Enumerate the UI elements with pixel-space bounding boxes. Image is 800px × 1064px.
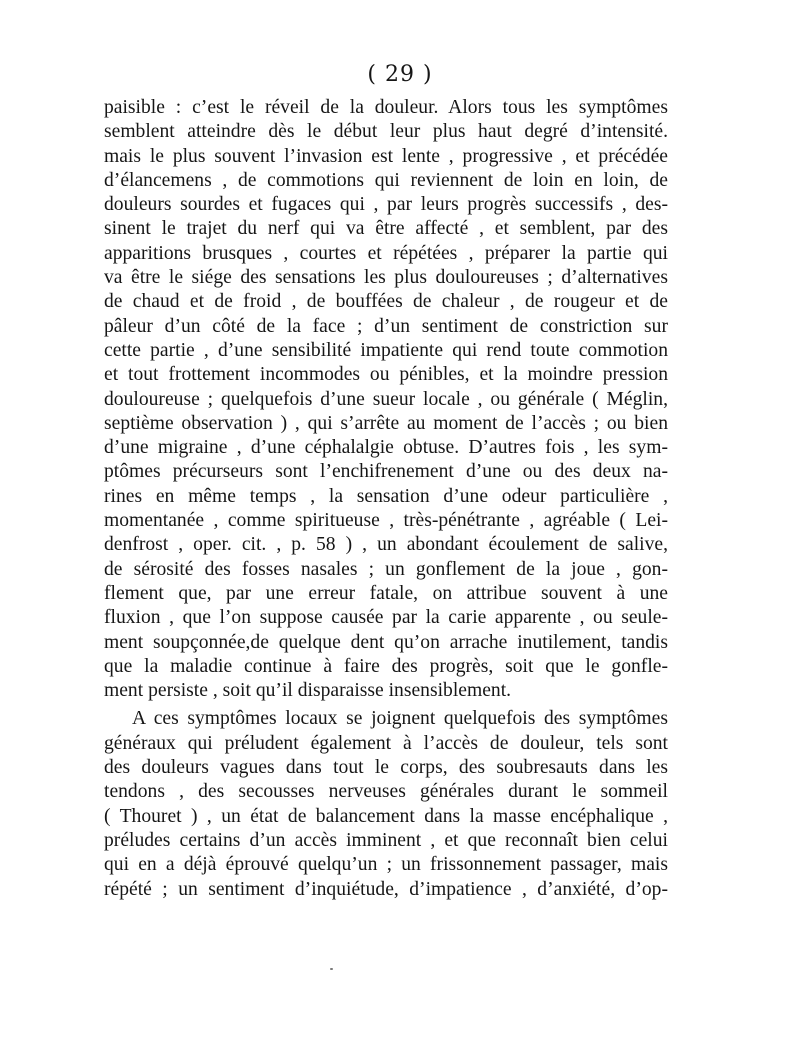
text-line: ment persiste , soit qu’il disparaisse insensiblement. <box>104 680 512 702</box>
text-line: paisible : c’est le réveil de la douleur. Alors tous les symptômes <box>104 97 668 118</box>
text-line: momentanée , comme spiritueuse , très-pénétrante , agréable ( Lei- <box>104 510 668 532</box>
body-text <box>104 96 668 902</box>
text-line: pâleur d’un côté de la face ; d’un sentiment de constriction sur <box>104 315 668 337</box>
text-line: sinent le trajet du nerf qui va être affecté , et semblent, par des <box>104 218 668 240</box>
paragraph-1 <box>104 96 668 703</box>
text-line: répété ; un sentiment d’inquiétude, d’impatience , d’anxiété, d’op- <box>104 878 668 900</box>
text-line: fluxion , que l’on suppose causée par la carie apparente , ou seule- <box>104 607 668 629</box>
text-line: douleurs sourdes et fugaces qui , par leurs progrès successifs , des- <box>104 194 668 216</box>
text-line: denfrost , oper. cit. , p. 58 ) , un abondant écoulement de salive, <box>104 534 668 556</box>
text-line: cette partie , d’une sensibilité impatiente qui rend toute commotion <box>104 339 668 361</box>
text-line: apparitions brusques , courtes et répétées , préparer la partie qui <box>104 242 668 264</box>
text-line: semblent atteindre dès le début leur plus haut degré d’intensité. <box>104 121 668 143</box>
text-line: tendons , des secousses nerveuses générales durant le sommeil <box>104 781 668 803</box>
text-line: douloureuse ; quelquefois d’une sueur locale , ou générale ( Méglin, <box>104 388 668 410</box>
text-line: ptômes précurseurs sont l’enchifrenement d’une ou des deux na- <box>104 461 668 483</box>
text-line: de chaud et de froid , de bouffées de chaleur , de rougeur et de <box>104 291 668 313</box>
paragraph-2 <box>104 707 668 901</box>
text-line: rines en même temps , la sensation d’une odeur particulière , <box>104 485 668 507</box>
text-line: flement que, par une erreur fatale, on attribue souvent à une <box>104 582 668 604</box>
text-line: ment soupçonnée,de quelque dent qu’on arrache inutilement, tandis <box>104 631 668 653</box>
text-line: va être le siége des sensations les plus douloureuses ; d’alternatives <box>104 267 668 289</box>
text-line: septième observation ) , qui s’arrête au moment de l’accès ; ou bien <box>104 412 668 434</box>
text-line: d’élancemens , de commotions qui reviennent de loin en loin, de <box>104 169 668 191</box>
text-line: A ces symptômes locaux se joignent quelquefois des symptômes <box>132 708 668 730</box>
text-line: préludes certains d’un accès imminent , et que reconnaît bien celui <box>104 829 668 851</box>
text-line: et tout frottement incommodes ou pénibles, et la moindre pression <box>104 364 668 386</box>
text-line: qui en a déjà éprouvé quelqu’un ; un frissonnement passager, mais <box>104 854 668 876</box>
text-line: ( Thouret ) , un état de balancement dans la masse encéphalique , <box>104 805 668 827</box>
text-line: de sérosité des fosses nasales ; un gonflement de la joue , gon- <box>104 558 668 580</box>
text-line: d’une migraine , d’une céphalalgie obtuse. D’autres fois , les sym- <box>104 437 668 459</box>
text-line: des douleurs vagues dans tout le corps, des soubresauts dans les <box>104 757 668 779</box>
paper-speck <box>330 968 333 970</box>
text-line: généraux qui préludent également à l’accès de douleur, tels sont <box>104 732 668 754</box>
page-number: ( 29 ) <box>367 62 433 87</box>
text-line: mais le plus souvent l’invasion est lente , progressive , et précédée <box>104 145 668 167</box>
text-line: que la maladie continue à faire des progrès, soit que le gonfle- <box>104 655 668 677</box>
